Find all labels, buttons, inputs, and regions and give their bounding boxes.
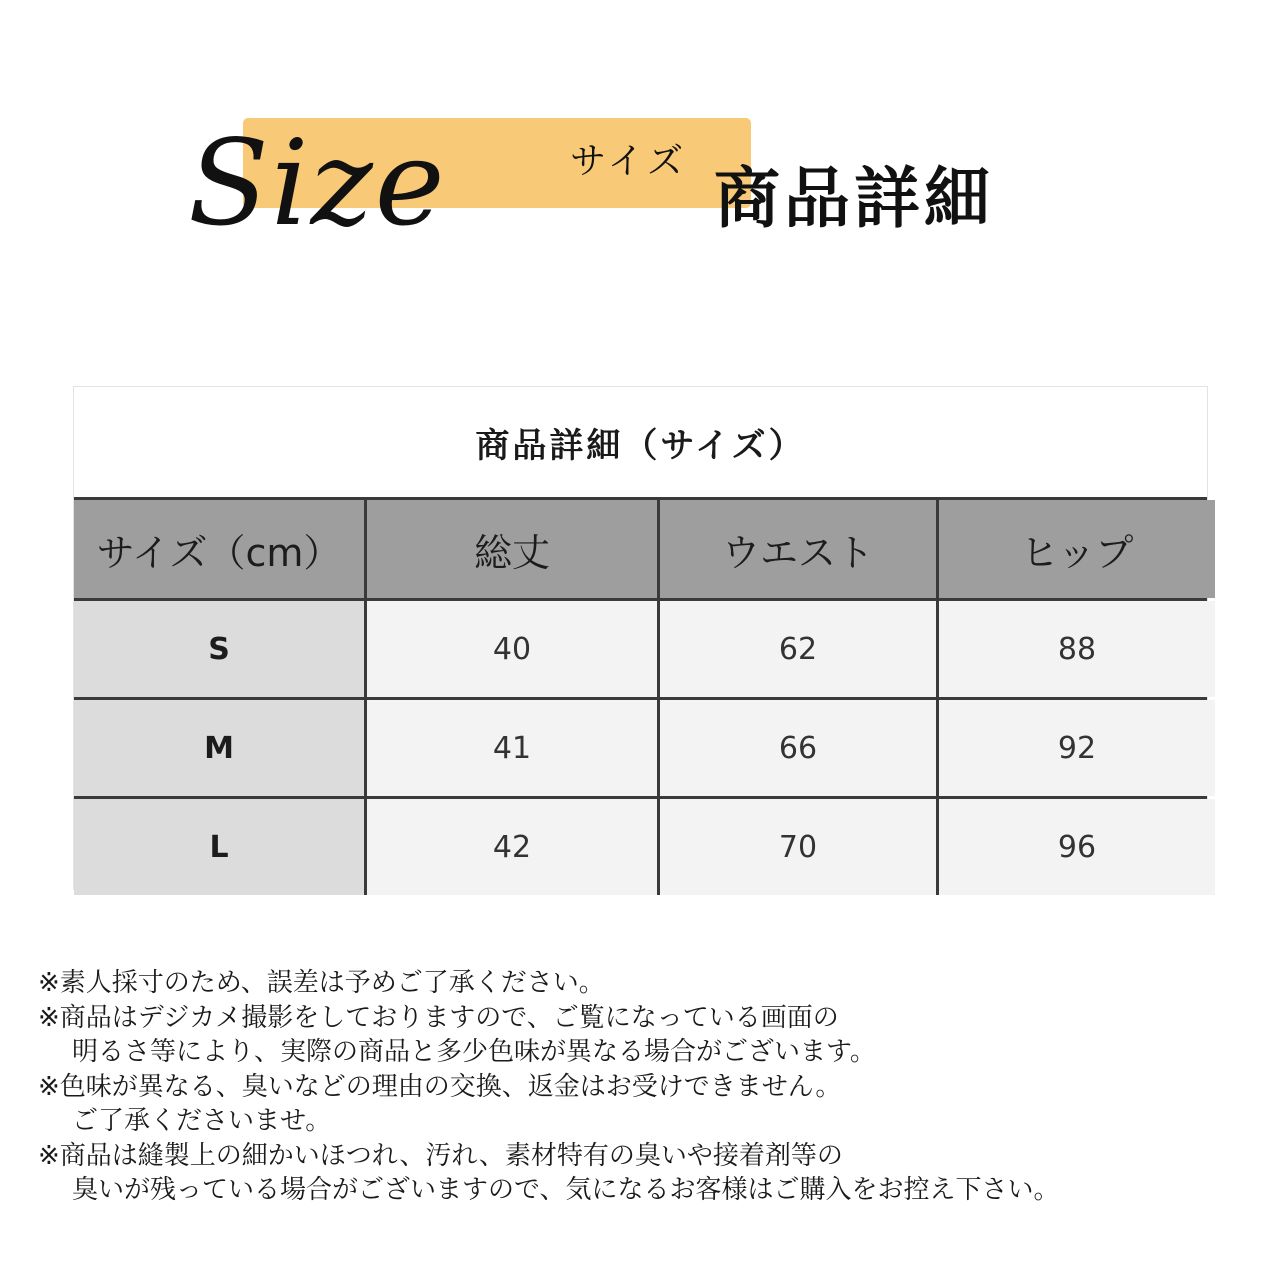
note-line: ※素人採寸のため、誤差は予めご了承ください。 [38, 968, 605, 998]
cell-hip: 88 [939, 601, 1215, 697]
disclaimer-notes [38, 966, 1268, 1208]
cell-length: 42 [367, 799, 657, 895]
note-line: 臭いが残っている場合がございますので、気になるお客様はご購入をお控え下さい。 [72, 1175, 1060, 1205]
column-header-hip: ヒップ [939, 500, 1215, 598]
size-table-title: 商品詳細（サイズ） [475, 425, 806, 466]
note-line: ※商品は縫製上の細かいほつれ、汚れ、素材特有の臭いや接着剤等の [38, 1140, 843, 1171]
row-header-size: M [74, 700, 364, 796]
cell-waist: 62 [660, 601, 936, 697]
size-script-title: Size [188, 114, 447, 252]
note-line: ※商品はデジカメ撮影をしておりますので、ご覧になっている画面の [38, 1002, 839, 1033]
cell-length: 40 [367, 601, 657, 697]
size-table [73, 386, 1208, 890]
size-kana-label: サイズ [570, 141, 688, 182]
column-header-size: サイズ（cm） [74, 500, 364, 598]
note-line: ※色味が異なる、臭いなどの理由の交換、返金はお受けできません。 [38, 1071, 842, 1102]
cell-hip: 92 [939, 700, 1215, 796]
cell-waist: 70 [660, 799, 936, 895]
cell-length: 41 [367, 700, 657, 796]
row-header-size: S [74, 601, 364, 697]
cell-waist: 66 [660, 700, 936, 796]
product-detail-title: 商品詳細 [714, 159, 994, 237]
size-table-grid [74, 497, 1207, 895]
row-header-size: L [74, 799, 364, 895]
column-header-length: 総丈 [367, 500, 657, 598]
note-line: 明るさ等により、実際の商品と多少色味が異なる場合がございます。 [72, 1037, 876, 1067]
cell-hip: 96 [939, 799, 1215, 895]
column-header-waist: ウエスト [660, 500, 936, 598]
header-banner [0, 0, 1280, 260]
note-line: ご了承くださいませ。 [72, 1106, 332, 1136]
